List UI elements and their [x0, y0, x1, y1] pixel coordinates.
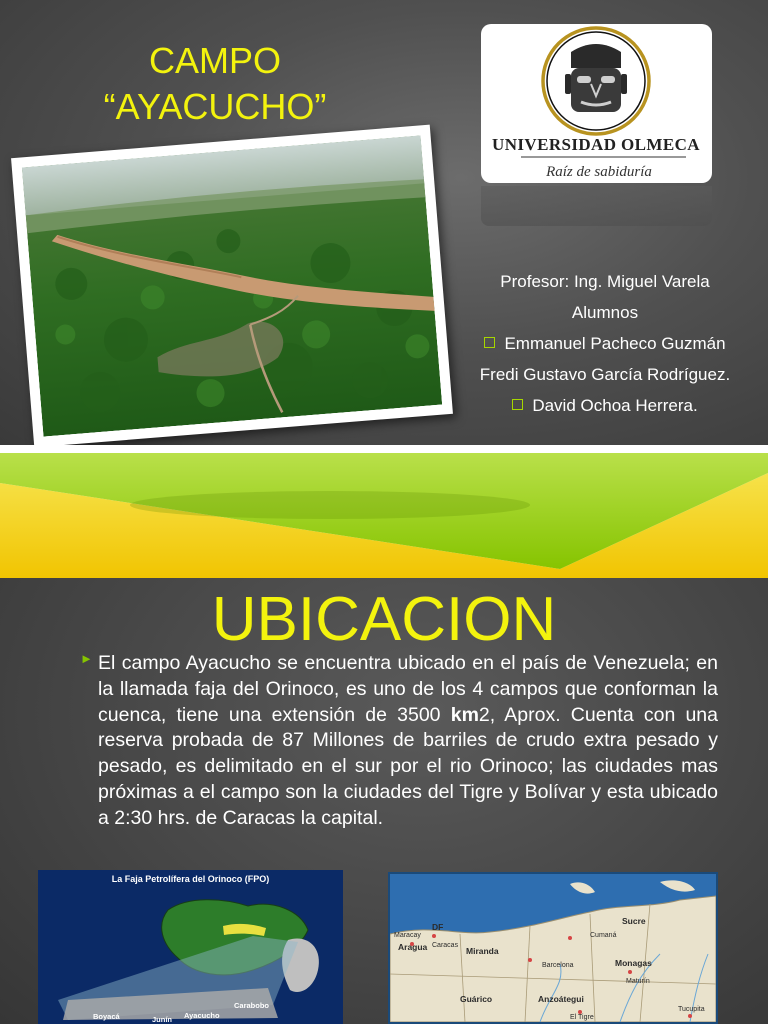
checkbox-bullet-icon	[512, 399, 523, 410]
paragraph-text: El campo Ayacucho se encuentra ubicado en el país de Venezuela; en la llamada faja del Orinoco, es uno de los 4 campos que conforman la cuenca, tiene una extensión de 3500	[98, 652, 718, 726]
title-line-2: “AYACUCHO”	[103, 86, 327, 127]
authors-block	[450, 266, 760, 421]
map2-label: Anzoátegui	[538, 994, 584, 1004]
map2-label: Monagas	[615, 958, 652, 968]
orinoco-belt-map	[38, 870, 343, 1024]
student-name: David Ochoa Herrera.	[532, 396, 698, 415]
map2-label: Barcelona	[542, 962, 574, 969]
slide-title: UBICACION	[211, 585, 557, 654]
map2-label: Maracay	[394, 932, 421, 939]
map2-label: Caracas	[432, 942, 459, 949]
university-logo	[481, 24, 712, 183]
chevron-graphic	[0, 445, 768, 580]
professor-line: Profesor: Ing. Miguel Varela	[500, 272, 710, 291]
student-item	[450, 390, 760, 421]
map1-title: La Faja Petrolífera del Orinoco (FPO)	[111, 874, 270, 884]
map2-label: Cumaná	[590, 932, 617, 939]
map2-label: Aragua	[398, 942, 428, 952]
map2-label: DF	[432, 922, 444, 932]
student-name: Emmanuel Pacheco Guzmán	[504, 334, 726, 353]
map2-label: Maturín	[626, 978, 650, 985]
aerial-photo-frame	[11, 125, 453, 445]
map2-label: El Tigre	[570, 1014, 594, 1021]
student-name: Fredi Gustavo García Rodríguez.	[479, 365, 731, 384]
checkbox-bullet-icon	[484, 337, 495, 348]
paragraph-bold: km	[450, 703, 479, 726]
svg-text:Raíz de sabiduría: Raíz de sabiduría	[546, 164, 652, 180]
slide-title	[100, 38, 330, 130]
map1-label: Boyacá	[93, 1012, 120, 1021]
map1-label: Junín	[152, 1015, 172, 1024]
student-item	[450, 328, 760, 359]
map2-label: Miranda	[466, 946, 499, 956]
location-paragraph	[98, 651, 718, 832]
students-label: Alumnos	[571, 303, 639, 322]
student-item	[450, 359, 760, 390]
map2-label: Tucupita	[678, 1006, 705, 1013]
aerial-photo	[22, 135, 442, 436]
venezuela-region-map	[388, 872, 718, 1024]
title-line-1: CAMPO	[148, 40, 281, 81]
arrow-bullet-icon: ►	[80, 651, 93, 666]
svg-text:UNIVERSIDAD OLMECA: UNIVERSIDAD OLMECA	[492, 135, 700, 154]
location-slide	[0, 578, 768, 1024]
map2-label: Sucre	[622, 916, 646, 926]
paragraph-text: 2, Aprox. Cuenta con una reserva probada de 87 Millones de barriles de crudo extra pesado y pesado, es delimitado en el sur por el rio Orinoco; las ciudades mas próximas a el campo son la ciudades del Tigre y Bolívar y esta ubicado a 2:30 hrs. de Caracas la capital.	[98, 703, 719, 829]
map1-label: Carabobo	[234, 1001, 270, 1010]
map1-label: Ayacucho	[184, 1011, 220, 1020]
title-slide	[0, 0, 768, 445]
chevron-slide	[0, 445, 768, 580]
logo-reflection	[481, 186, 712, 226]
map2-label: Guárico	[460, 994, 493, 1004]
